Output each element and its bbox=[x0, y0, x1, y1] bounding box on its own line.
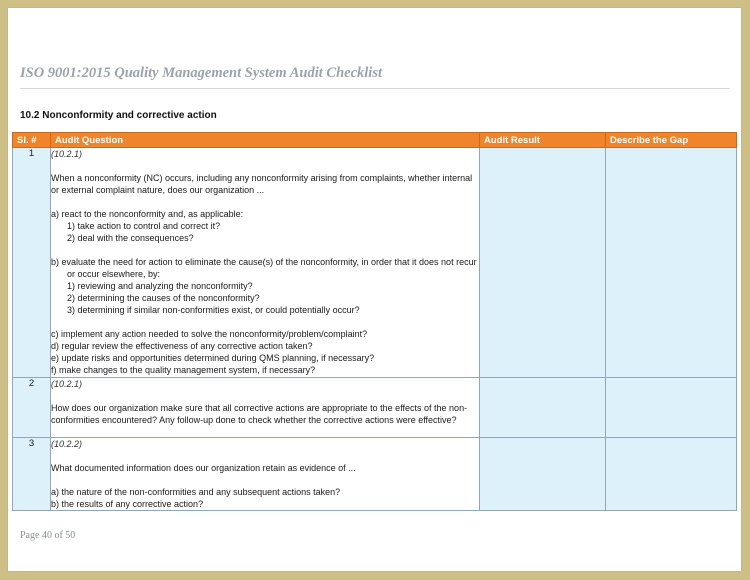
row-number: 2 bbox=[13, 378, 51, 438]
header-describe-gap: Describe the Gap bbox=[606, 133, 737, 148]
describe-gap-cell[interactable] bbox=[606, 378, 737, 438]
question-item-b: b) the results of any corrective action? bbox=[51, 499, 204, 509]
clause-ref: (10.2.2) bbox=[51, 439, 83, 449]
question-item-c: c) implement any action needed to solve the nonconformity/problem/complaint? bbox=[51, 329, 368, 339]
document-title: ISO 9001:2015 Quality Management System Audit Checklist bbox=[20, 65, 382, 81]
clause-ref: (10.2.1) bbox=[51, 149, 83, 159]
question-item-b2: 2) determining the causes of the nonconformity? bbox=[67, 293, 260, 303]
question-item-a1: 1) take action to control and correct it? bbox=[67, 221, 221, 231]
header-audit-question: Audit Question bbox=[51, 133, 480, 148]
table-row bbox=[13, 438, 737, 511]
row-number: 1 bbox=[13, 148, 51, 378]
question-text: What documented information does our organization retain as evidence of ... bbox=[51, 463, 356, 473]
table-header-row bbox=[13, 133, 737, 148]
audit-question-cell bbox=[51, 148, 480, 378]
audit-result-cell[interactable] bbox=[480, 148, 606, 378]
clause-ref: (10.2.1) bbox=[51, 379, 83, 389]
question-item-f: f) make changes to the quality management system, if necessary? bbox=[51, 365, 316, 375]
audit-result-cell[interactable] bbox=[480, 378, 606, 438]
question-item-a2: 2) deal with the consequences? bbox=[67, 233, 194, 243]
header-sl: Sl. # bbox=[13, 133, 51, 148]
describe-gap-cell[interactable] bbox=[606, 148, 737, 378]
question-item-d: d) regular review the effectiveness of any corrective action taken? bbox=[51, 341, 313, 351]
audit-checklist-table bbox=[12, 132, 737, 511]
question-item-b3: 3) determining if similar non-conformities exist, or could potentially occur? bbox=[67, 305, 360, 315]
document-page bbox=[8, 8, 741, 571]
table-row bbox=[13, 148, 737, 378]
describe-gap-cell[interactable] bbox=[606, 438, 737, 511]
question-item-b: b) evaluate the need for action to eliminate the cause(s) of the nonconformity, in order that it does not recur or occur elsewhere, by: bbox=[51, 257, 477, 279]
question-text: How does our organization make sure that all corrective actions are appropriate to the effects of the non-conformities encountered? Any follow-up done to check whether the corrective actions were effective? bbox=[51, 403, 468, 425]
audit-question-cell bbox=[51, 438, 480, 511]
question-item-b1: 1) reviewing and analyzing the nonconformity? bbox=[67, 281, 253, 291]
title-divider bbox=[20, 88, 730, 89]
audit-result-cell[interactable] bbox=[480, 438, 606, 511]
question-item-e: e) update risks and opportunities determined during QMS planning, if necessary? bbox=[51, 353, 375, 363]
question-intro: When a nonconformity (NC) occurs, including any nonconformity arising from complaints, whether internal or external complaint nature, does our organization ... bbox=[51, 173, 473, 195]
audit-question-cell bbox=[51, 378, 480, 438]
table-row bbox=[13, 378, 737, 438]
header-audit-result: Audit Result bbox=[480, 133, 606, 148]
question-item-a: a) react to the nonconformity and, as applicable: bbox=[51, 209, 244, 219]
section-heading: 10.2 Nonconformity and corrective action bbox=[20, 110, 217, 121]
page-footer: Page 40 of 50 bbox=[20, 530, 76, 541]
question-item-a: a) the nature of the non-conformities and any subsequent actions taken? bbox=[51, 487, 341, 497]
row-number: 3 bbox=[13, 438, 51, 511]
